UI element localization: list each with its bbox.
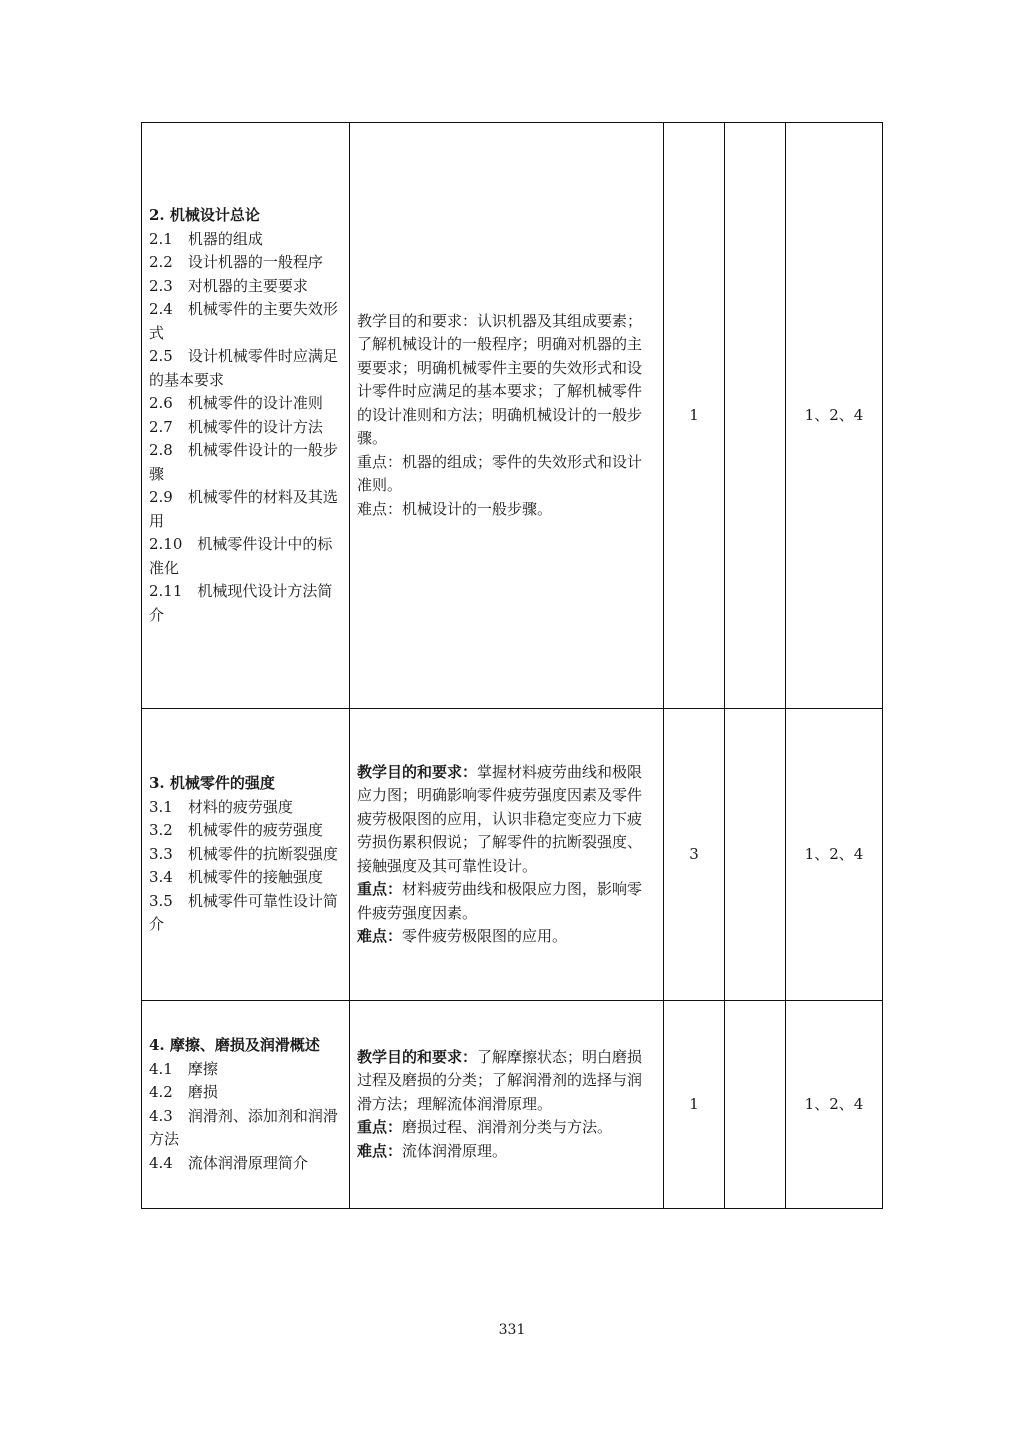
chapter-cell — [142, 1001, 350, 1209]
objectives-text — [357, 761, 656, 879]
key-label: 重点： — [357, 880, 403, 898]
difficult-text: 流体润滑原理。 — [402, 1141, 508, 1160]
chapter-cell — [142, 123, 350, 709]
syllabus-table — [141, 122, 883, 1209]
objectives-cell — [350, 123, 664, 709]
section-item: 4.3 润滑剂、添加剂和润滑方法 — [149, 1106, 338, 1148]
empty-cell — [725, 1001, 786, 1209]
hours-cell: 1 — [664, 1001, 725, 1209]
key-text: 机器的组成；零件的失效形式和设计准则。 — [357, 452, 643, 495]
difficult-label: 难点： — [357, 499, 403, 518]
section-item: 3.3 机械零件的抗断裂强度 — [149, 844, 338, 863]
chapter-title: 4. 摩擦、磨损及润滑概述 — [149, 1036, 320, 1054]
objectives-label: 教学目的和要求： — [357, 1047, 478, 1066]
difficult-points — [357, 1140, 656, 1164]
section-item: 2.5 设计机械零件时应满足的基本要求 — [149, 347, 338, 389]
key-label: 重点： — [357, 452, 403, 471]
chapter-title: 2. 机械设计总论 — [149, 206, 260, 224]
table-row — [142, 709, 883, 1001]
table-row — [142, 1001, 883, 1209]
difficult-text: 零件疲劳极限图的应用。 — [402, 927, 568, 945]
hours-cell: 3 — [664, 709, 725, 1001]
key-label: 重点： — [357, 1118, 403, 1137]
difficult-label: 难点： — [357, 1141, 403, 1160]
table-row — [142, 123, 883, 709]
section-item: 4.4 流体润滑原理简介 — [149, 1153, 308, 1172]
difficult-points — [357, 498, 656, 522]
section-item: 2.7 机械零件的设计方法 — [149, 417, 323, 436]
hours-cell: 1 — [664, 123, 725, 709]
section-item: 3.2 机械零件的疲劳强度 — [149, 821, 323, 840]
section-item: 2.3 对机器的主要要求 — [149, 276, 308, 295]
empty-cell — [725, 709, 786, 1001]
difficult-label: 难点： — [357, 927, 403, 945]
key-points — [357, 1116, 656, 1140]
section-item: 4.2 磨损 — [149, 1083, 218, 1101]
section-item: 2.10 机械零件设计中的标准化 — [149, 535, 333, 577]
objectives-text: 教学目的和要求：认识机器及其组成要素；了解机械设计的一般程序；明确对机器的主要要求；明确机械零件主要的失效形式和设计零件时应满足的基本要求；了解机械零件的设计准则和方法；明确机械设计的一般步骤。 — [357, 311, 643, 448]
section-item: 2.6 机械零件的设计准则 — [149, 394, 323, 412]
chapter-cell — [142, 709, 350, 1001]
key-text: 磨损过程、润滑剂分类与方法。 — [402, 1118, 613, 1137]
section-item: 2.4 机械零件的主要失效形式 — [149, 300, 338, 342]
objectives-cell — [350, 709, 664, 1001]
section-item: 2.8 机械零件设计的一般步骤 — [149, 441, 338, 483]
key-points — [357, 451, 656, 498]
section-item: 2.1 机器的组成 — [149, 229, 263, 248]
section-item: 2.11 机械现代设计方法简介 — [149, 582, 333, 624]
objectives-label: 教学目的和要求： — [357, 762, 478, 781]
section-item: 3.4 机械零件的接触强度 — [149, 868, 323, 887]
section-item: 3.5 机械零件可靠性设计简介 — [149, 891, 338, 934]
references-cell: 1、2、4 — [786, 709, 883, 1001]
objectives-cell — [350, 1001, 664, 1209]
section-item: 4.1 摩擦 — [149, 1059, 218, 1078]
key-points — [357, 878, 656, 925]
objectives-body: 掌握材料疲劳曲线和极限应力图；明确影响零件疲劳强度因素及零件疲劳极限图的应用，认识非稳定变应力下疲劳损伤累积假说；了解零件的抗断裂强度、接触强度及其可靠性设计。 — [357, 762, 643, 875]
references-cell: 1、2、4 — [786, 123, 883, 709]
page-number: 331 — [498, 1322, 526, 1338]
objectives-text — [357, 1046, 656, 1117]
empty-cell — [725, 123, 786, 709]
objectives-body: 了解摩擦状态；明白磨损过程及磨损的分类；了解润滑剂的选择与润滑方法；理解流体润滑原理。 — [357, 1047, 643, 1113]
chapter-title: 3. 机械零件的强度 — [149, 774, 275, 793]
section-item: 3.1 材料的疲劳强度 — [149, 797, 293, 816]
section-item: 2.2 设计机器的一般程序 — [149, 253, 323, 271]
key-text: 材料疲劳曲线和极限应力图，影响零件疲劳强度因素。 — [357, 880, 643, 922]
difficult-points — [357, 925, 656, 949]
section-item: 2.9 机械零件的材料及其选用 — [149, 488, 338, 530]
references-cell: 1、2、4 — [786, 1001, 883, 1209]
difficult-text: 机械设计的一般步骤。 — [402, 499, 553, 518]
